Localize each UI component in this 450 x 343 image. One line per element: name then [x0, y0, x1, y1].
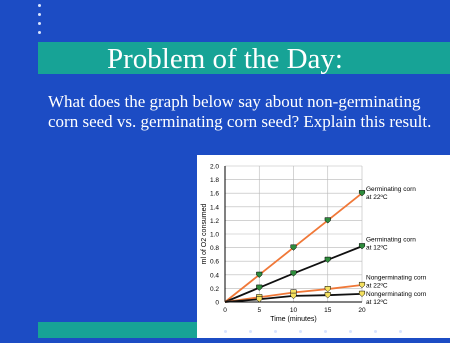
series-label-temp: at 12ºC: [366, 298, 388, 306]
x-tick-label: 0: [223, 307, 227, 314]
y-tick-label: 0: [215, 299, 219, 307]
y-tick-label: 0.8: [209, 245, 219, 253]
data-point-marker: [359, 243, 365, 249]
x-tick-label: 10: [289, 307, 298, 314]
data-point-marker: [256, 285, 262, 291]
chart-markers: [256, 190, 364, 302]
x-tick-label: 5: [257, 307, 262, 314]
y-tick-label: 1.8: [209, 177, 219, 185]
series-label-temp: at 22ºC: [366, 282, 388, 290]
chart-svg: [197, 155, 450, 338]
y-tick-label: 1.6: [209, 190, 219, 198]
bottom-band: [38, 322, 197, 338]
oxygen-consumption-chart: [197, 155, 450, 338]
y-tick-label: 1.0: [209, 231, 219, 239]
series-label-temp: at 22ºC: [366, 194, 388, 202]
data-point-marker: [291, 293, 297, 299]
decorative-dots-top: [38, 4, 44, 40]
data-point-marker: [291, 271, 297, 277]
series-label: Germinating corn: [366, 236, 416, 244]
slide-title: Problem of the Day:: [107, 43, 343, 75]
series-label-temp: at 12ºC: [366, 244, 388, 252]
y-tick-label: 1.2: [209, 217, 219, 225]
chart-tick-labels: [210, 164, 366, 315]
y-tick-label: 0.4: [209, 272, 219, 280]
data-point-marker: [325, 292, 331, 298]
data-point-marker: [359, 282, 365, 288]
question-text: What does the graph below say about non-germinating corn seed vs. germinating corn seed? Explain this result.: [48, 92, 432, 131]
data-point-marker: [325, 257, 331, 263]
x-axis-label: Time (minutes): [270, 316, 317, 323]
y-tick-label: 0.2: [209, 285, 219, 293]
data-point-marker: [325, 286, 331, 292]
series-label: Nongerminating corn: [366, 290, 427, 298]
x-tick-label: 15: [324, 307, 332, 314]
x-tick-label: 20: [358, 307, 366, 314]
y-tick-label: 1.4: [209, 204, 219, 212]
y-axis-label: ml of O2 consumed: [201, 203, 208, 265]
y-tick-label: 2.0: [209, 163, 219, 171]
y-tick-label: 0.6: [209, 258, 219, 266]
data-point-marker: [256, 296, 262, 302]
series-label: Germinating corn: [366, 186, 416, 194]
data-point-marker: [359, 291, 365, 297]
chart-series-labels: [366, 186, 427, 306]
series-label: Nongerminating corn: [366, 274, 427, 282]
chart-gridlines: [225, 166, 362, 302]
